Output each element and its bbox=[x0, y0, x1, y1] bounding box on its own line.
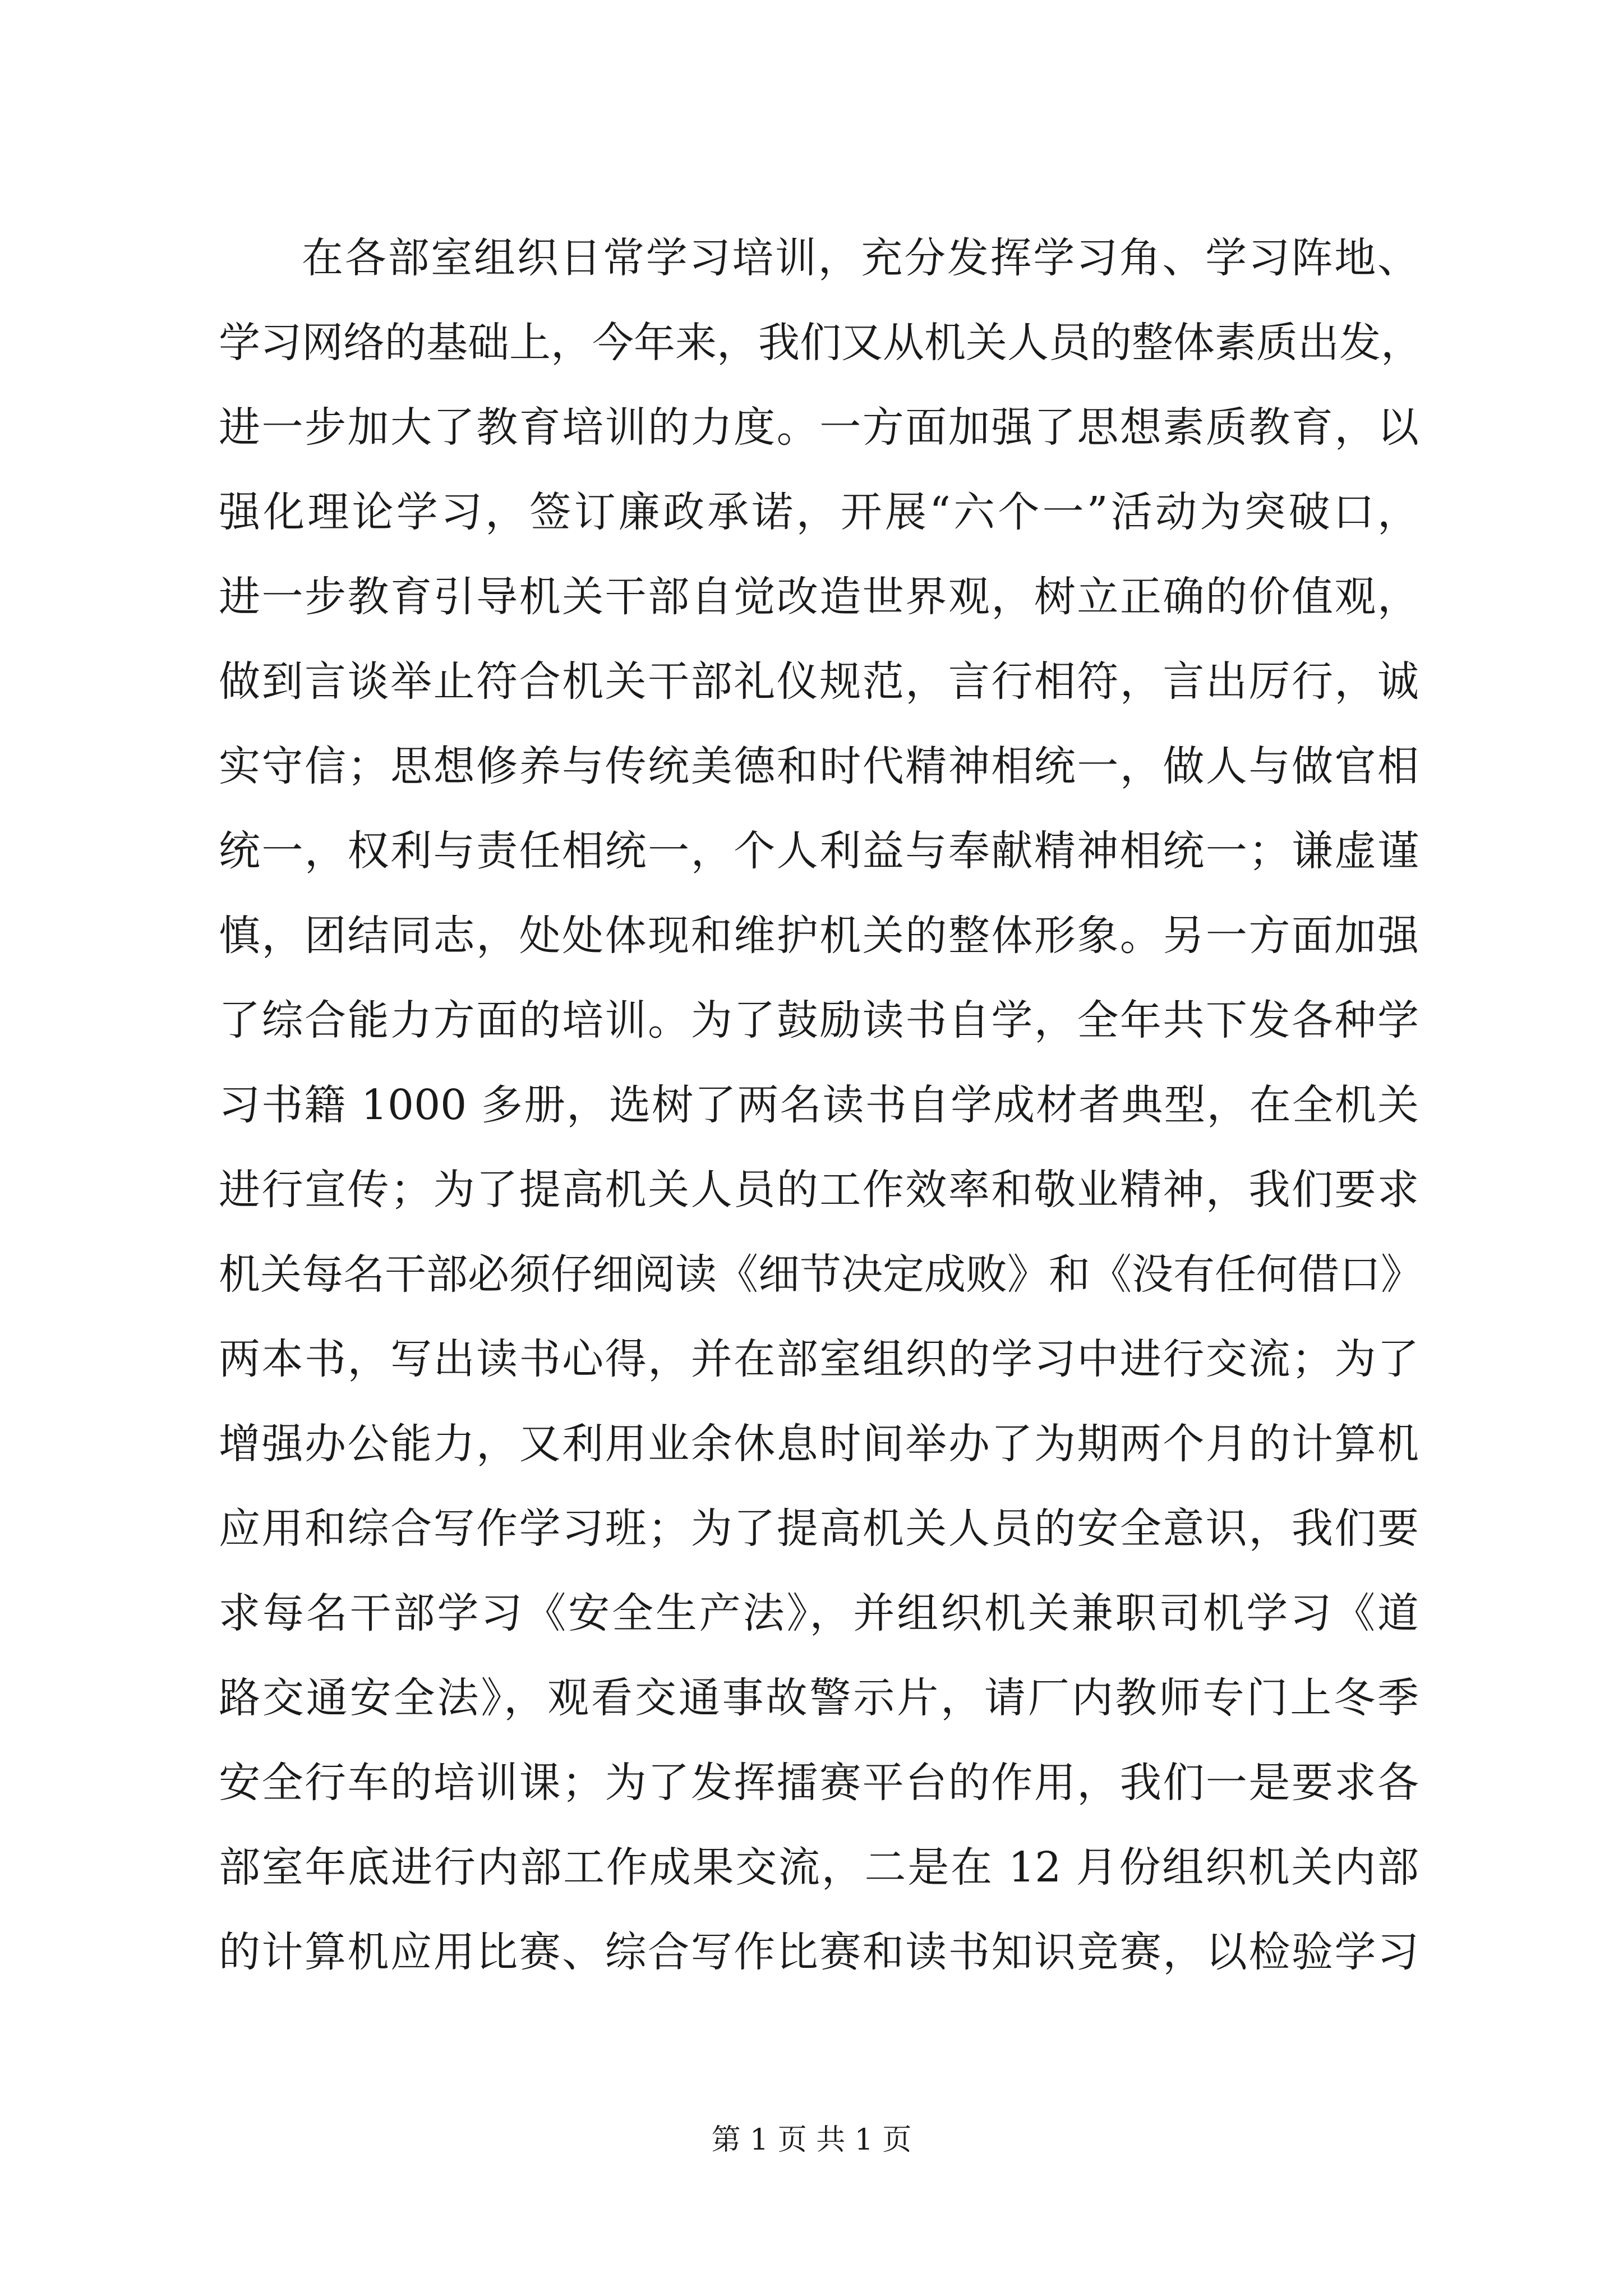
paragraph-line: 在各部室组织日常学习培训，充分发挥学习角、学习阵地、 bbox=[302, 234, 1419, 282]
paragraph-line: 两本书，写出读书心得，并在部室组织的学习中进行交流；为了 bbox=[219, 1335, 1419, 1383]
paragraph-line: 做到言谈举止符合机关干部礼仪规范，言行相符，言出厉行，诚 bbox=[219, 657, 1419, 706]
paragraph-line: 增强办公能力，又利用业余休息时间举办了为期两个月的计算机 bbox=[219, 1420, 1419, 1468]
paragraph-line: 统一，权利与责任相统一，个人利益与奉献精神相统一；谦虚谨 bbox=[219, 827, 1419, 875]
paragraph-line: 路交通安全法》，观看交通事故警示片，请厂内教师专门上冬季 bbox=[219, 1674, 1419, 1722]
paragraph-line: 慎，团结同志，处处体现和维护机关的整体形象。另一方面加强 bbox=[219, 912, 1419, 960]
page-footer: 第 1 页 共 1 页 bbox=[711, 2123, 912, 2157]
paragraph-line: 机关每名干部必须仔细阅读《细节决定成败》和《没有任何借口》 bbox=[219, 1250, 1422, 1299]
paragraph-line: 求每名干部学习《安全生产法》，并组织机关兼职司机学习《道 bbox=[219, 1589, 1419, 1637]
paragraph-line: 了综合能力方面的培训。为了鼓励读书自学，全年共下发各种学 bbox=[219, 996, 1419, 1045]
paragraph-line: 应用和综合写作学习班；为了提高机关人员的安全意识，我们要 bbox=[219, 1504, 1419, 1553]
paragraph-line: 进一步教育引导机关干部自觉改造世界观，树立正确的价值观， bbox=[219, 573, 1419, 621]
paragraph-line: 安全行车的培训课；为了发挥擂赛平台的作用，我们一是要求各 bbox=[219, 1759, 1419, 1807]
paragraph-line: 强化理论学习，签订廉政承诺，开展“六个一”活动为突破口， bbox=[219, 488, 1419, 536]
paragraph-line: 部室年底进行内部工作成果交流，二是在 12 月份组织机关内部 bbox=[219, 1843, 1419, 1892]
paragraph-line: 进一步加大了教育培训的力度。一方面加强了思想素质教育，以 bbox=[219, 403, 1419, 452]
paragraph-line: 学习网络的基础上，今年来，我们又从机关人员的整体素质出发， bbox=[219, 319, 1422, 367]
paragraph-line: 实守信；思想修养与传统美德和时代精神相统一，做人与做官相 bbox=[219, 742, 1419, 790]
paragraph-line: 习书籍 1000 多册，选树了两名读书自学成材者典型，在全机关 bbox=[219, 1081, 1419, 1129]
body-paragraph bbox=[219, 216, 1422, 1995]
paragraph-line: 进行宣传；为了提高机关人员的工作效率和敬业精神，我们要求 bbox=[219, 1166, 1419, 1214]
paragraph-line: 的计算机应用比赛、综合写作比赛和读书知识竞赛，以检验学习 bbox=[219, 1928, 1419, 1976]
